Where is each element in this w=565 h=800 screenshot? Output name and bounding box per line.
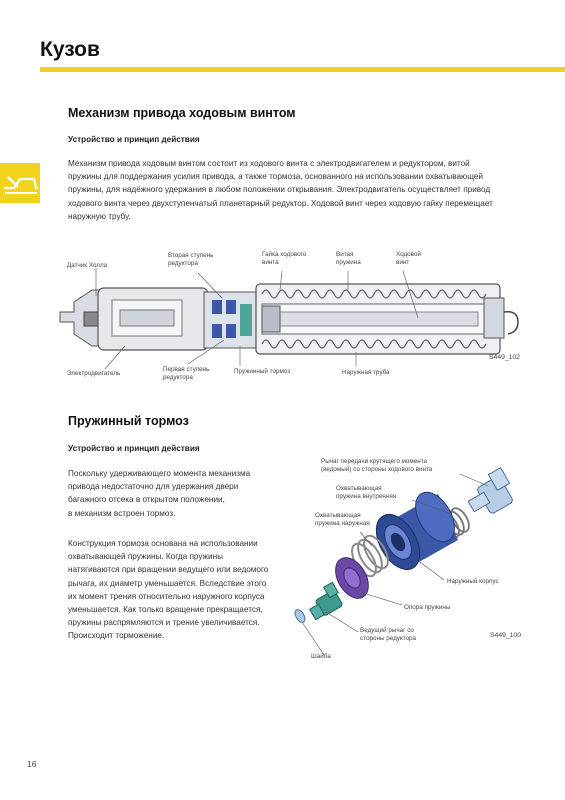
label-line: Вторая ступень (168, 252, 214, 259)
label-line: пружина наружная (315, 520, 370, 527)
para-line: уменьшается. Как только вращение прекращается, (68, 605, 263, 615)
label-line: винта (262, 259, 279, 266)
label-line: Гайка ходового (262, 251, 307, 258)
label-line: пружина (336, 259, 361, 266)
section1-title: Механизм привода ходовым винтом (68, 106, 296, 120)
para-line: пружины распрямляются и трение увеличивается. (68, 618, 260, 628)
para-line: привода недостаточно для удержания двери (68, 482, 239, 492)
label-line: Рычаг передачи крутящего момента (321, 458, 428, 465)
para-line: наружную трубу. (68, 211, 131, 221)
label-line: Ходовой (396, 251, 421, 258)
para-line: рычага, их диаметр уменьшается. Вследствие этого (68, 578, 267, 588)
para-line: пружины, для надёжного удержания в любом положении открывания. Электродвигатель осуществляет привод (68, 185, 491, 195)
para-line: Механизм привода ходовым винтом состоит из ходового винта с электродвигателем и редуктором, витой (68, 159, 470, 168)
label-inner-spring (336, 485, 396, 501)
para-line: Происходит торможение. (68, 631, 165, 641)
figure-id-1: S449_102 (489, 354, 520, 361)
label-line: Витая (336, 251, 354, 258)
para-line: охватывающей пружины. Когда пружины (68, 552, 223, 562)
section1-subtitle: Устройство и принцип действия (68, 135, 200, 144)
label-line: редуктора (163, 374, 193, 381)
label-line: Ведущий рычаг со (360, 627, 414, 634)
label-line: Первая ступень (163, 366, 210, 373)
label-hall-sensor: Датчик Холла (67, 262, 108, 269)
section2-title: Пружинный тормоз (68, 414, 189, 428)
label-line: Охватывающая (336, 485, 382, 492)
figure-id-2: S449_100 (490, 632, 521, 639)
label-line: стороны редуктора (360, 635, 417, 642)
label-spring-support: Опора пружины (404, 604, 451, 611)
label-line: (ведомый) со стороны ходового винта (321, 466, 433, 473)
label-drive-lever (360, 627, 416, 643)
para-line: ходового винта через двухступенчатый планетарный редуктор. Ходовой винт через ходовую гайку перемещает (68, 198, 493, 208)
para-line: багажного отсека в открытом положении, (68, 495, 225, 505)
para-line: Поскольку удерживающего момента механизма (68, 469, 251, 478)
para-line: в механизм встроен тормоз. (68, 508, 176, 518)
para-line: пружины для поддержания усилия привода, а также тормоза, основанного на использовании охватывающей (68, 172, 483, 182)
label-washer: Шайба (311, 653, 331, 660)
para-line: Конструкция тормоза основана на использовании (68, 539, 258, 548)
label-motor: Электродвигатель (67, 370, 121, 377)
driven-lever-part (468, 468, 514, 515)
label-outer-spring (315, 512, 370, 528)
label-driven-lever (321, 458, 432, 474)
section-title: Кузов (40, 38, 100, 61)
label-line: редуктора (168, 260, 198, 267)
label-line: Охватывающая (315, 512, 361, 519)
label-line: пружина внутренняя (336, 493, 397, 500)
label-spring-brake: Пружинный тормоз (234, 368, 291, 375)
para-line: их момент трения относительно наружного корпуса (68, 591, 265, 601)
label-outer-housing: Наружный корпус (447, 578, 499, 585)
section2-subtitle: Устройство и принцип действия (68, 444, 200, 453)
label-line: винт (396, 259, 410, 266)
page-number: 16 (27, 759, 37, 769)
washer-part (293, 608, 307, 624)
label-outer-tube: Наружная труба (342, 369, 390, 376)
para-line: натягиваются при вращении ведущего или ведомого (68, 565, 269, 575)
drive-lever-part (310, 582, 343, 619)
